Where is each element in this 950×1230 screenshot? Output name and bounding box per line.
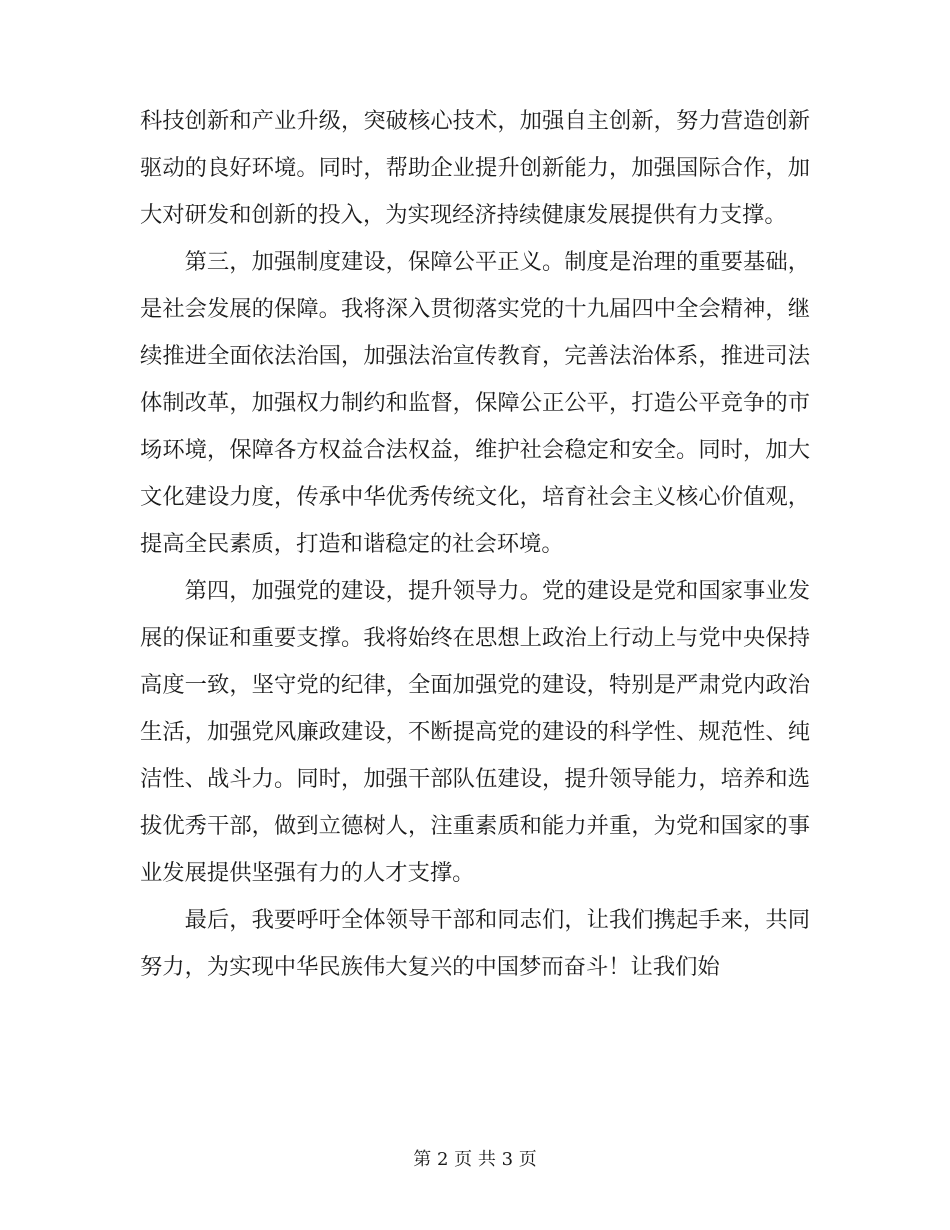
- paragraph-1: 科技创新和产业升级，突破核心技术，加强自主创新，努力营造创新驱动的良好环境。同时，帮助企业提升创新能力，加强国际合作，加大对研发和创新的投入，为实现经济持续健康发展提供有力支撑。: [140, 108, 810, 228]
- paragraph-2: 第三，加强制度建设，保障公平正义。制度是治理的重要基础，是社会发展的保障。我将深入贯彻落实党的十九届四中全会精神，继续推进全面依法治国，加强法治宣传教育，完善法治体系，推进司法体制改革，加强权力制约和监督，保障公正公平，打造公平竞争的市场环境，保障各方权益合法权益，维护社会稳定和安全。同时，加大文化建设力度，传承中华优秀传统文化，培育社会主义核心价值观，提高全民素质，打造和谐稳定的社会环境。: [140, 249, 810, 557]
- page-number-footer: 第 2 页 共 3 页: [413, 1149, 537, 1170]
- document-body: [140, 98, 810, 991]
- paragraph-4: 最后，我要呼吁全体领导干部和同志们，让我们携起手来，共同努力，为实现中华民族伟大复兴的中国梦而奋斗！让我们始: [140, 907, 810, 980]
- paragraph-3: 第四，加强党的建设，提升领导力。党的建设是党和国家事业发展的保证和重要支撑。我将始终在思想上政治上行动上与党中央保持高度一致，坚守党的纪律，全面加强党的建设，特别是严肃党内政治生活，加强党风廉政建设，不断提高党的建设的科学性、规范性、纯洁性、战斗力。同时，加强干部队伍建设，提升领导能力，培养和选拔优秀干部，做到立德树人，注重素质和能力并重，为党和国家的事业发展提供坚强有力的人才支撑。: [140, 578, 810, 886]
